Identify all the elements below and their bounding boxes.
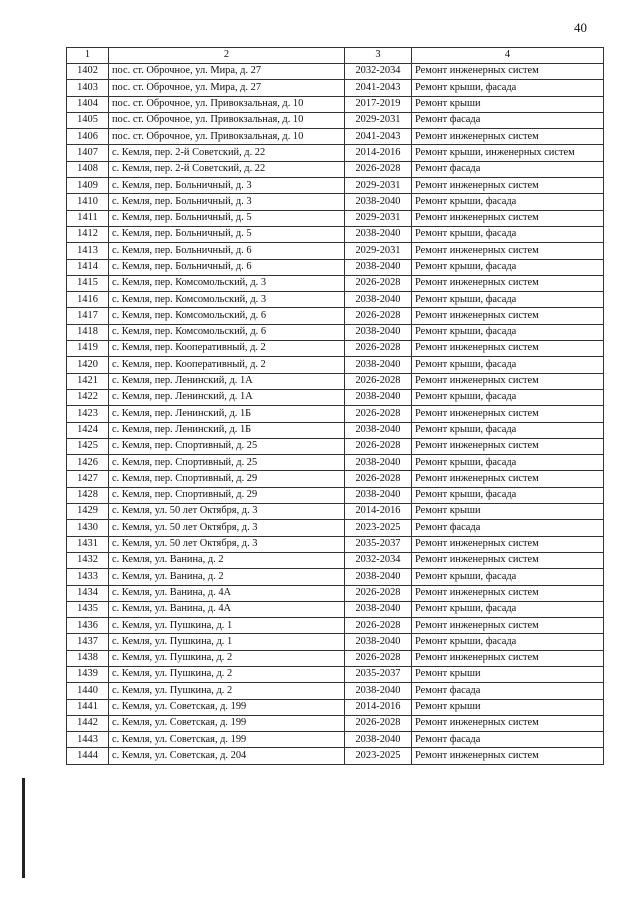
row-period: 2026-2028: [345, 373, 412, 389]
row-number: 1424: [67, 422, 109, 438]
table-body: [67, 64, 604, 765]
row-number: 1442: [67, 715, 109, 731]
row-period: 2038-2040: [345, 732, 412, 748]
table-row: [67, 552, 604, 568]
row-period: 2038-2040: [345, 324, 412, 340]
row-period: 2041-2043: [345, 80, 412, 96]
row-work-type: Ремонт крыши: [412, 96, 604, 112]
table-row: [67, 438, 604, 454]
column-header-work-type: 4: [412, 48, 604, 64]
row-work-type: Ремонт инженерных систем: [412, 308, 604, 324]
table-row: [67, 161, 604, 177]
row-address: с. Кемля, пер. Больничный, д. 6: [109, 259, 345, 275]
row-period: 2035-2037: [345, 666, 412, 682]
row-number: 1416: [67, 292, 109, 308]
row-address: с. Кемля, пер. Ленинский, д. 1Б: [109, 422, 345, 438]
row-address: с. Кемля, пер. Комсомольский, д. 3: [109, 275, 345, 291]
row-number: 1425: [67, 438, 109, 454]
row-period: 2029-2031: [345, 178, 412, 194]
row-period: 2026-2028: [345, 585, 412, 601]
row-period: 2038-2040: [345, 601, 412, 617]
row-period: 2026-2028: [345, 438, 412, 454]
table-row: [67, 275, 604, 291]
row-work-type: Ремонт инженерных систем: [412, 406, 604, 422]
column-header-address: 2: [109, 48, 345, 64]
row-period: 2041-2043: [345, 129, 412, 145]
row-number: 1405: [67, 112, 109, 128]
row-number: 1404: [67, 96, 109, 112]
row-work-type: Ремонт инженерных систем: [412, 618, 604, 634]
row-number: 1439: [67, 666, 109, 682]
row-work-type: Ремонт крыши, фасада: [412, 80, 604, 96]
table-row: [67, 80, 604, 96]
row-address: пос. ст. Оброчное, ул. Привокзальная, д. 10: [109, 96, 345, 112]
row-number: 1409: [67, 178, 109, 194]
table-row: [67, 324, 604, 340]
row-period: 2038-2040: [345, 569, 412, 585]
margin-rule: [22, 778, 25, 878]
row-work-type: Ремонт инженерных систем: [412, 210, 604, 226]
row-work-type: Ремонт инженерных систем: [412, 275, 604, 291]
row-work-type: Ремонт инженерных систем: [412, 373, 604, 389]
table-row: [67, 683, 604, 699]
row-address: с. Кемля, пер. Ленинский, д. 1Б: [109, 406, 345, 422]
row-address: с. Кемля, ул. Ванина, д. 4А: [109, 585, 345, 601]
row-number: 1422: [67, 389, 109, 405]
row-work-type: Ремонт крыши, фасада: [412, 634, 604, 650]
table-row: [67, 373, 604, 389]
table-row: [67, 536, 604, 552]
row-period: 2029-2031: [345, 210, 412, 226]
table-row: [67, 585, 604, 601]
row-period: 2014-2016: [345, 504, 412, 520]
row-period: 2038-2040: [345, 357, 412, 373]
row-number: 1436: [67, 618, 109, 634]
row-work-type: Ремонт крыши, фасада: [412, 601, 604, 617]
row-address: с. Кемля, ул. Ванина, д. 2: [109, 552, 345, 568]
row-period: 2038-2040: [345, 226, 412, 242]
row-period: 2026-2028: [345, 471, 412, 487]
row-period: 2026-2028: [345, 715, 412, 731]
row-number: 1402: [67, 64, 109, 80]
row-period: 2023-2025: [345, 520, 412, 536]
row-number: 1444: [67, 748, 109, 764]
row-address: с. Кемля, пер. Больничный, д. 3: [109, 178, 345, 194]
table-row: [67, 471, 604, 487]
table-row: [67, 292, 604, 308]
row-work-type: Ремонт фасада: [412, 520, 604, 536]
row-address: с. Кемля, пер. Больничный, д. 5: [109, 210, 345, 226]
row-number: 1441: [67, 699, 109, 715]
row-number: 1412: [67, 226, 109, 242]
row-work-type: Ремонт инженерных систем: [412, 650, 604, 666]
row-number: 1419: [67, 341, 109, 357]
row-address: с. Кемля, ул. Пушкина, д. 2: [109, 683, 345, 699]
row-number: 1427: [67, 471, 109, 487]
row-period: 2023-2025: [345, 748, 412, 764]
row-address: с. Кемля, пер. Спортивный, д. 25: [109, 438, 345, 454]
row-work-type: Ремонт инженерных систем: [412, 585, 604, 601]
row-work-type: Ремонт инженерных систем: [412, 438, 604, 454]
row-period: 2026-2028: [345, 275, 412, 291]
row-address: с. Кемля, ул. Пушкина, д. 2: [109, 650, 345, 666]
row-work-type: Ремонт инженерных систем: [412, 341, 604, 357]
row-number: 1408: [67, 161, 109, 177]
row-period: 2038-2040: [345, 455, 412, 471]
table-row: [67, 634, 604, 650]
row-address: с. Кемля, пер. Больничный, д. 5: [109, 226, 345, 242]
column-header-period: 3: [345, 48, 412, 64]
row-work-type: Ремонт инженерных систем: [412, 748, 604, 764]
row-number: 1431: [67, 536, 109, 552]
table-row: [67, 618, 604, 634]
row-address: с. Кемля, ул. Пушкина, д. 1: [109, 618, 345, 634]
table-row: [67, 504, 604, 520]
table-row: [67, 341, 604, 357]
row-period: 2026-2028: [345, 308, 412, 324]
row-work-type: Ремонт инженерных систем: [412, 715, 604, 731]
row-work-type: Ремонт крыши, фасада: [412, 487, 604, 503]
table-row: [67, 406, 604, 422]
row-address: с. Кемля, пер. Комсомольский, д. 6: [109, 308, 345, 324]
row-work-type: Ремонт фасада: [412, 161, 604, 177]
row-number: 1417: [67, 308, 109, 324]
row-address: пос. ст. Оброчное, ул. Мира, д. 27: [109, 80, 345, 96]
row-period: 2026-2028: [345, 618, 412, 634]
row-work-type: Ремонт крыши, фасада: [412, 389, 604, 405]
table-row: [67, 96, 604, 112]
row-address: с. Кемля, пер. Спортивный, д. 25: [109, 455, 345, 471]
table-row: [67, 699, 604, 715]
row-number: 1421: [67, 373, 109, 389]
row-number: 1434: [67, 585, 109, 601]
row-address: с. Кемля, пер. Кооперативный, д. 2: [109, 357, 345, 373]
row-number: 1428: [67, 487, 109, 503]
row-work-type: Ремонт инженерных систем: [412, 64, 604, 80]
row-period: 2038-2040: [345, 389, 412, 405]
row-address: с. Кемля, ул. Ванина, д. 4А: [109, 601, 345, 617]
row-work-type: Ремонт крыши, фасада: [412, 422, 604, 438]
row-number: 1426: [67, 455, 109, 471]
row-period: 2029-2031: [345, 112, 412, 128]
row-address: пос. ст. Оброчное, ул. Привокзальная, д. 10: [109, 129, 345, 145]
column-header-number: 1: [67, 48, 109, 64]
row-address: с. Кемля, пер. Комсомольский, д. 3: [109, 292, 345, 308]
table-row: [67, 64, 604, 80]
row-address: с. Кемля, ул. 50 лет Октября, д. 3: [109, 536, 345, 552]
row-number: 1403: [67, 80, 109, 96]
row-period: 2014-2016: [345, 699, 412, 715]
row-address: с. Кемля, ул. 50 лет Октября, д. 3: [109, 520, 345, 536]
row-work-type: Ремонт крыши: [412, 699, 604, 715]
row-address: с. Кемля, пер. 2-й Советский, д. 22: [109, 145, 345, 161]
row-work-type: Ремонт фасада: [412, 112, 604, 128]
row-period: 2026-2028: [345, 161, 412, 177]
table-row: [67, 357, 604, 373]
row-work-type: Ремонт крыши, фасада: [412, 324, 604, 340]
table-header-row: [67, 48, 604, 64]
row-work-type: Ремонт инженерных систем: [412, 178, 604, 194]
row-period: 2026-2028: [345, 406, 412, 422]
row-period: 2014-2016: [345, 145, 412, 161]
row-number: 1440: [67, 683, 109, 699]
table-row: [67, 308, 604, 324]
row-number: 1411: [67, 210, 109, 226]
row-number: 1423: [67, 406, 109, 422]
row-work-type: Ремонт крыши, фасада: [412, 357, 604, 373]
table-row: [67, 422, 604, 438]
row-work-type: Ремонт инженерных систем: [412, 552, 604, 568]
table-row: [67, 210, 604, 226]
table-row: [67, 389, 604, 405]
row-address: с. Кемля, пер. Спортивный, д. 29: [109, 471, 345, 487]
row-address: с. Кемля, ул. Пушкина, д. 2: [109, 666, 345, 682]
row-address: пос. ст. Оброчное, ул. Привокзальная, д. 10: [109, 112, 345, 128]
row-period: 2038-2040: [345, 634, 412, 650]
row-address: с. Кемля, пер. Комсомольский, д. 6: [109, 324, 345, 340]
row-period: 2038-2040: [345, 683, 412, 699]
row-number: 1437: [67, 634, 109, 650]
table-row: [67, 520, 604, 536]
row-work-type: Ремонт инженерных систем: [412, 243, 604, 259]
row-work-type: Ремонт крыши, фасада: [412, 194, 604, 210]
row-address: с. Кемля, ул. Советская, д. 199: [109, 715, 345, 731]
table-row: [67, 243, 604, 259]
row-number: 1433: [67, 569, 109, 585]
row-work-type: Ремонт фасада: [412, 732, 604, 748]
row-number: 1420: [67, 357, 109, 373]
row-work-type: Ремонт крыши, фасада: [412, 569, 604, 585]
row-address: с. Кемля, пер. Кооперативный, д. 2: [109, 341, 345, 357]
row-period: 2038-2040: [345, 422, 412, 438]
row-address: с. Кемля, пер. Спортивный, д. 29: [109, 487, 345, 503]
row-address: с. Кемля, пер. Больничный, д. 6: [109, 243, 345, 259]
row-work-type: Ремонт крыши, фасада: [412, 226, 604, 242]
row-number: 1413: [67, 243, 109, 259]
table-row: [67, 178, 604, 194]
table-row: [67, 259, 604, 275]
row-period: 2026-2028: [345, 650, 412, 666]
table-row: [67, 226, 604, 242]
table-row: [67, 487, 604, 503]
table-row: [67, 650, 604, 666]
table-row: [67, 455, 604, 471]
row-period: 2017-2019: [345, 96, 412, 112]
row-address: с. Кемля, ул. 50 лет Октября, д. 3: [109, 504, 345, 520]
row-number: 1418: [67, 324, 109, 340]
page-number: 40: [574, 20, 587, 35]
table-row: [67, 569, 604, 585]
row-work-type: Ремонт крыши: [412, 504, 604, 520]
table-row: [67, 666, 604, 682]
row-period: 2029-2031: [345, 243, 412, 259]
row-address: с. Кемля, пер. Ленинский, д. 1А: [109, 389, 345, 405]
row-number: 1415: [67, 275, 109, 291]
table-row: [67, 194, 604, 210]
table-row: [67, 732, 604, 748]
row-period: 2032-2034: [345, 552, 412, 568]
row-number: 1406: [67, 129, 109, 145]
row-address: с. Кемля, ул. Пушкина, д. 1: [109, 634, 345, 650]
row-work-type: Ремонт инженерных систем: [412, 536, 604, 552]
row-work-type: Ремонт инженерных систем: [412, 129, 604, 145]
row-period: 2038-2040: [345, 259, 412, 275]
row-address: с. Кемля, ул. Советская, д. 204: [109, 748, 345, 764]
row-address: с. Кемля, пер. Ленинский, д. 1А: [109, 373, 345, 389]
row-period: 2032-2034: [345, 64, 412, 80]
row-address: с. Кемля, ул. Советская, д. 199: [109, 699, 345, 715]
row-period: 2038-2040: [345, 194, 412, 210]
table-row: [67, 145, 604, 161]
row-number: 1414: [67, 259, 109, 275]
table-row: [67, 112, 604, 128]
repair-schedule-table: [66, 47, 604, 765]
row-number: 1410: [67, 194, 109, 210]
row-work-type: Ремонт крыши, инженерных систем: [412, 145, 604, 161]
row-period: 2038-2040: [345, 487, 412, 503]
row-number: 1443: [67, 732, 109, 748]
row-address: с. Кемля, ул. Ванина, д. 2: [109, 569, 345, 585]
row-number: 1432: [67, 552, 109, 568]
row-period: 2038-2040: [345, 292, 412, 308]
table-row: [67, 601, 604, 617]
row-work-type: Ремонт фасада: [412, 683, 604, 699]
row-period: 2035-2037: [345, 536, 412, 552]
table-row: [67, 748, 604, 764]
table-row: [67, 129, 604, 145]
row-address: с. Кемля, пер. Больничный, д. 3: [109, 194, 345, 210]
table-row: [67, 715, 604, 731]
row-number: 1407: [67, 145, 109, 161]
row-number: 1429: [67, 504, 109, 520]
row-work-type: Ремонт крыши, фасада: [412, 292, 604, 308]
row-period: 2026-2028: [345, 341, 412, 357]
row-address: с. Кемля, пер. 2-й Советский, д. 22: [109, 161, 345, 177]
row-work-type: Ремонт крыши, фасада: [412, 455, 604, 471]
row-number: 1438: [67, 650, 109, 666]
row-number: 1435: [67, 601, 109, 617]
row-address: пос. ст. Оброчное, ул. Мира, д. 27: [109, 64, 345, 80]
row-work-type: Ремонт крыши: [412, 666, 604, 682]
row-number: 1430: [67, 520, 109, 536]
row-work-type: Ремонт инженерных систем: [412, 471, 604, 487]
row-work-type: Ремонт крыши, фасада: [412, 259, 604, 275]
row-address: с. Кемля, ул. Советская, д. 199: [109, 732, 345, 748]
